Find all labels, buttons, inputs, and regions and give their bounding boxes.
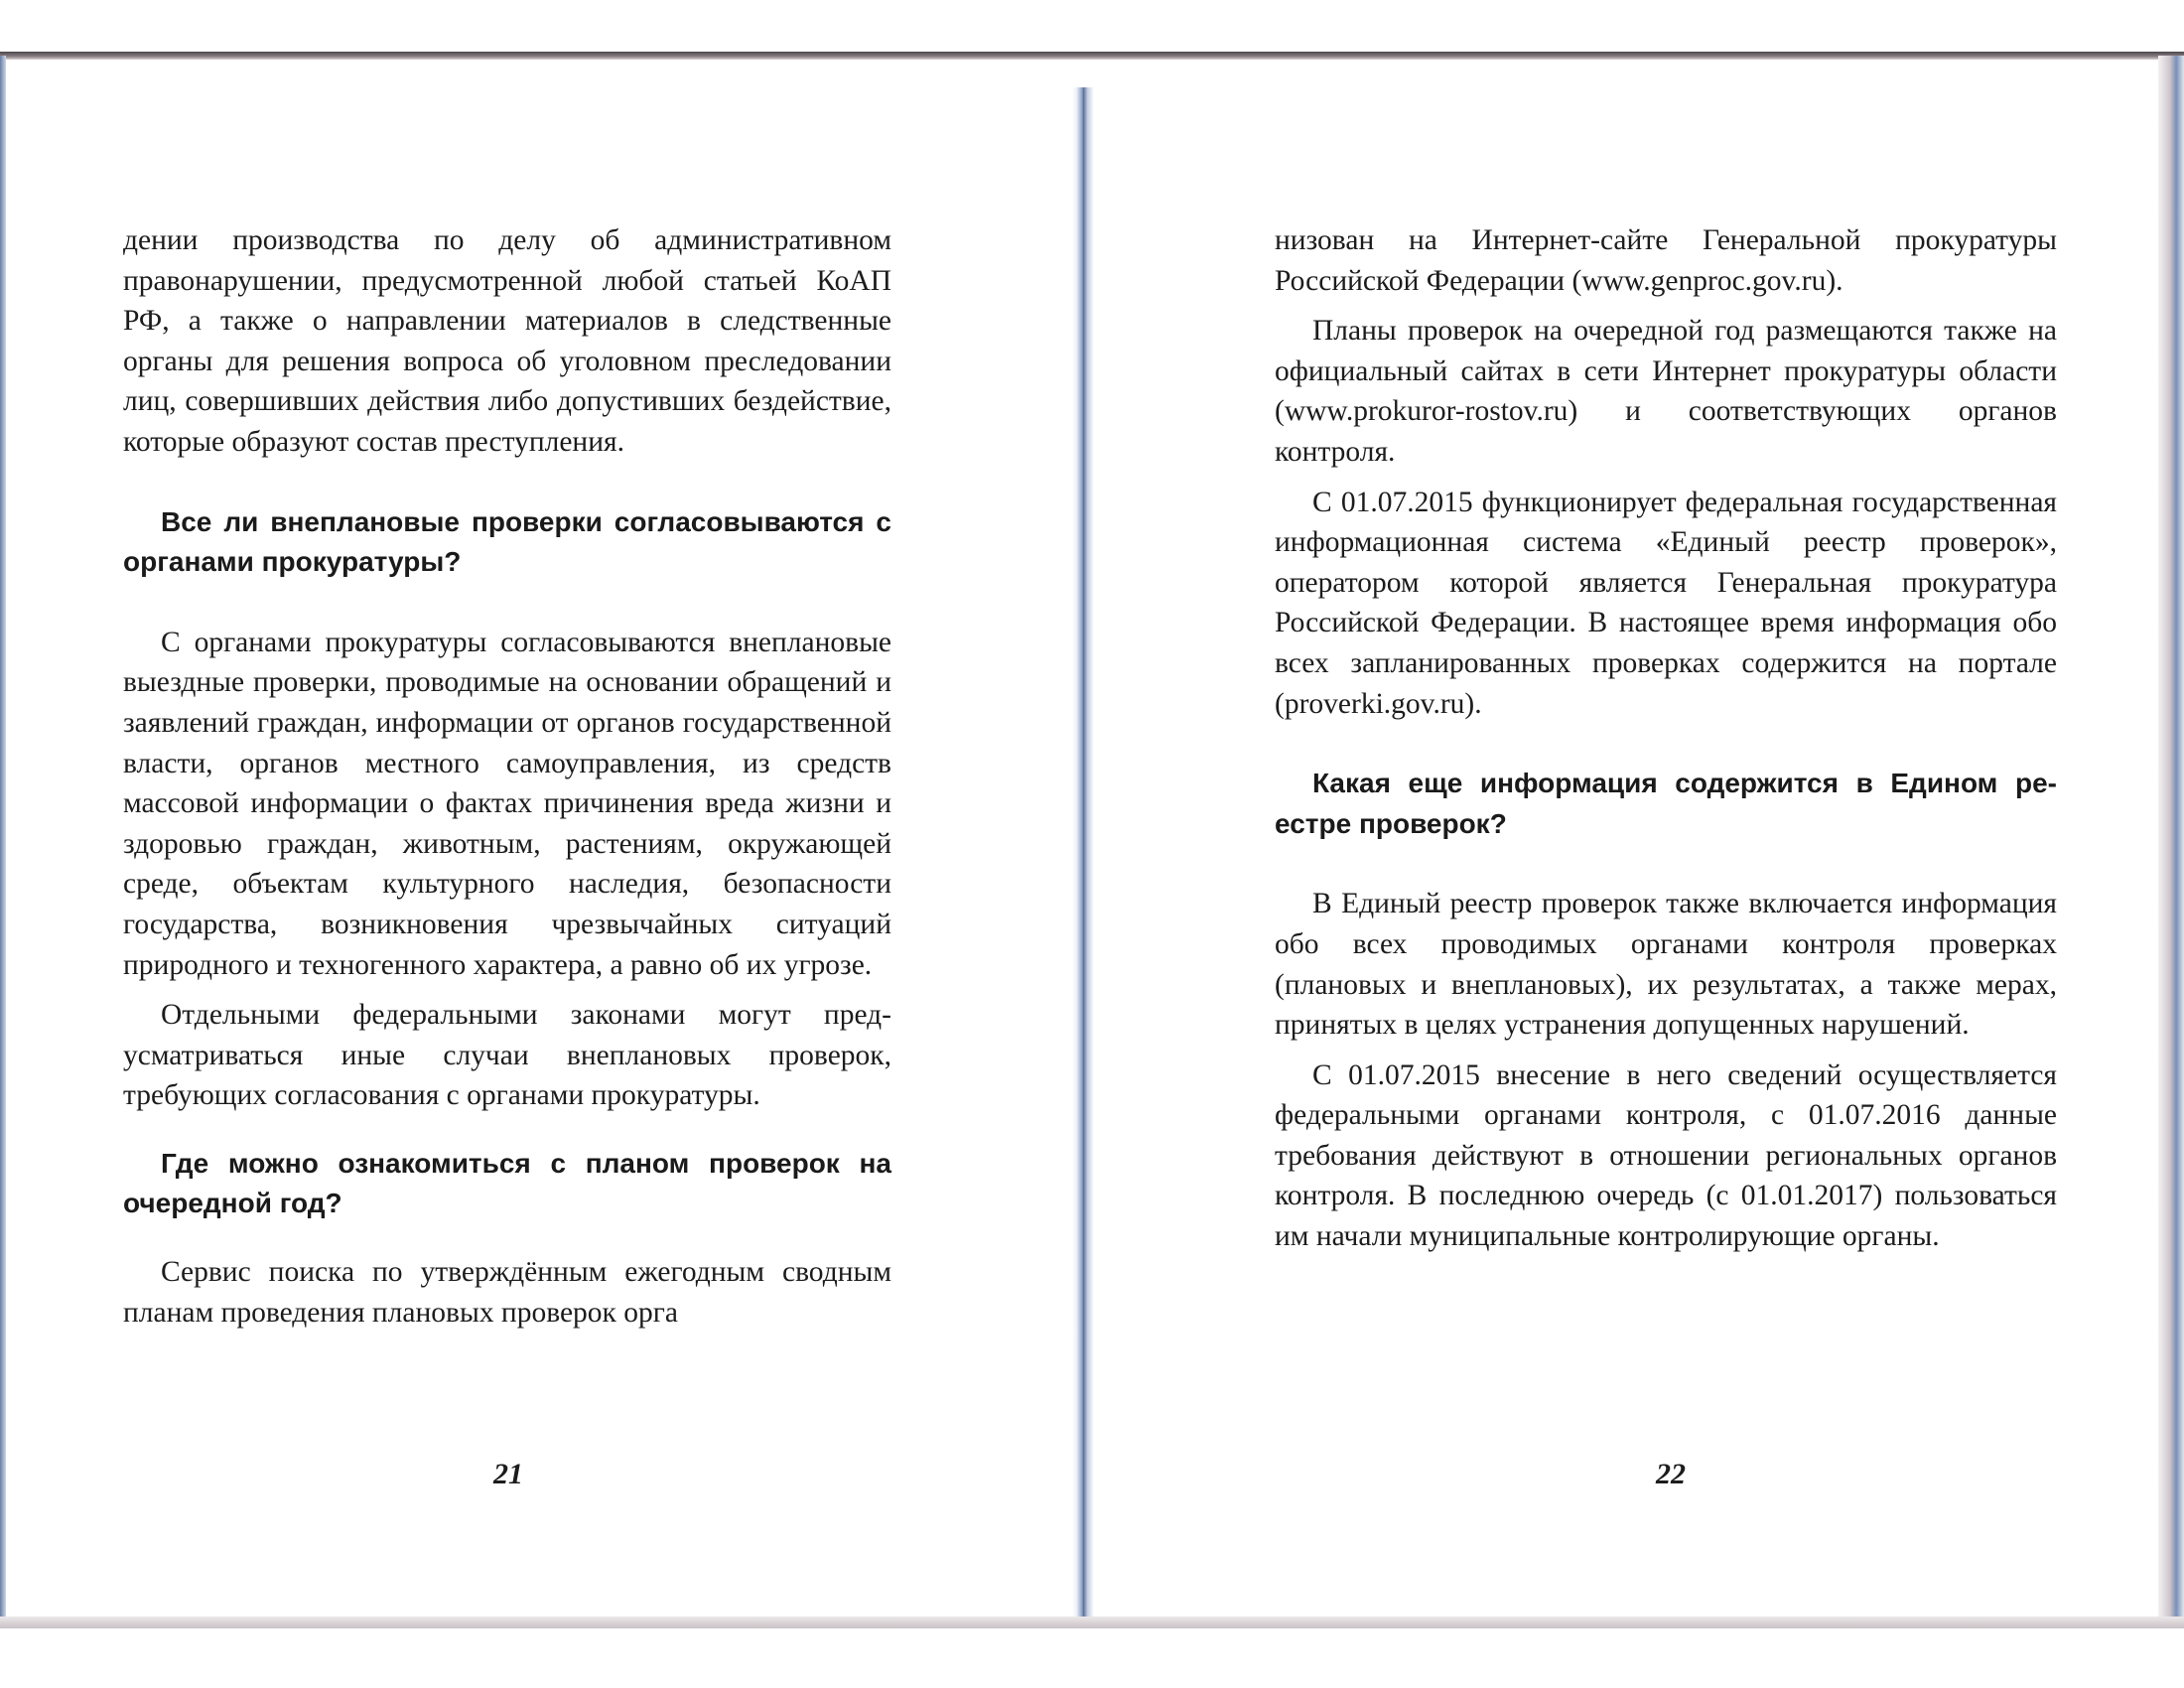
scan-top-edge: [0, 52, 2184, 60]
scan-right-edge: [2158, 56, 2184, 1624]
left-paragraph-3: Отдельными федеральными законами могут предусматриваться иные случаи внеплановых проверок, требующих согласования с органами прокуратуры.: [123, 999, 891, 1112]
scan-bottom-edge: [0, 1617, 2184, 1628]
right-page: [1275, 220, 2057, 1257]
scan-left-edge: [0, 56, 6, 1624]
left-paragraph-4: Сервис поиска по утверждённым ежегодным сводным планам проведения плановых проверок орга: [123, 1256, 891, 1329]
page-number-right: 22: [1656, 1458, 1686, 1490]
left-paragraph-2: С органами прокуратуры согласовываются внеплановые выездные проверки, проводимые на основании обращений и заявлений граждан, информации от органов государственной власти, органов местного самоуправления, из средств массовой информации о фактах причинения вреда жизни и здоровью граждан, животным, растениям, окружающей среде, объектам культурного наследия, безопасности государства, возникновения чрезвычайных ситуаций природного и техногенного характера, а равно об их угрозе.: [123, 626, 891, 981]
right-paragraph-4: В Единый реестр проверок также включается информация обо всех проводимых органами контроля проверках (плановых и внеплановых), их результатах, а также мерах, принятых в целях устранения допущенных нарушений.: [1275, 888, 2057, 1042]
page-number-left: 21: [493, 1458, 523, 1490]
right-paragraph-3: С 01.07.2015 функционирует федеральная государственная информационная система «Единый реестр проверок», оператором которой является Генеральная прокуратура Российской Федерации. В настоящее время информация обо всех запланированных проверках содержится на портале (proverki.gov.ru).: [1275, 486, 2057, 720]
left-paragraph-1: дении производства по делу об административном правонарушении, предусмотренной любой статьей КоАП РФ, а также о направлении материалов в следственные органы для решения вопроса об уголовном преследовании лиц, совершивших действия либо допустивших бездействие, которые образуют состав преступления.: [123, 224, 891, 458]
left-heading-2: Где можно ознакомиться с планом проверок на очередной год?: [123, 1147, 891, 1219]
right-paragraph-5: С 01.07.2015 внесение в него сведений осуществляется федеральными органами контроля, с 01.07.2016 данные требования действуют в отношении региональных органов контроля. В последнюю очередь (с 01.01.2017) пользоваться им начали муниципальные контролирующие органы.: [1275, 1058, 2057, 1253]
left-page: [123, 220, 891, 1333]
right-heading-1: Какая еще информация содержится в Едином реестре проверок?: [1275, 768, 2057, 839]
left-heading-1: Все ли внеплановые проверки согласовываются с органами прокуратуры?: [123, 505, 891, 578]
book-spine: [1072, 87, 1094, 1617]
right-paragraph-1: низован на Интернет-сайте Генеральной прокуратуры Российской Федерации (www.genproc.gov.ru).: [1275, 224, 2057, 297]
right-paragraph-2: Планы проверок на очередной год размещаются также на официальный сайтах в сети Интернет прокуратуры области (www.prokuror-rostov.ru) и соответствующих органов контроля.: [1275, 315, 2057, 468]
